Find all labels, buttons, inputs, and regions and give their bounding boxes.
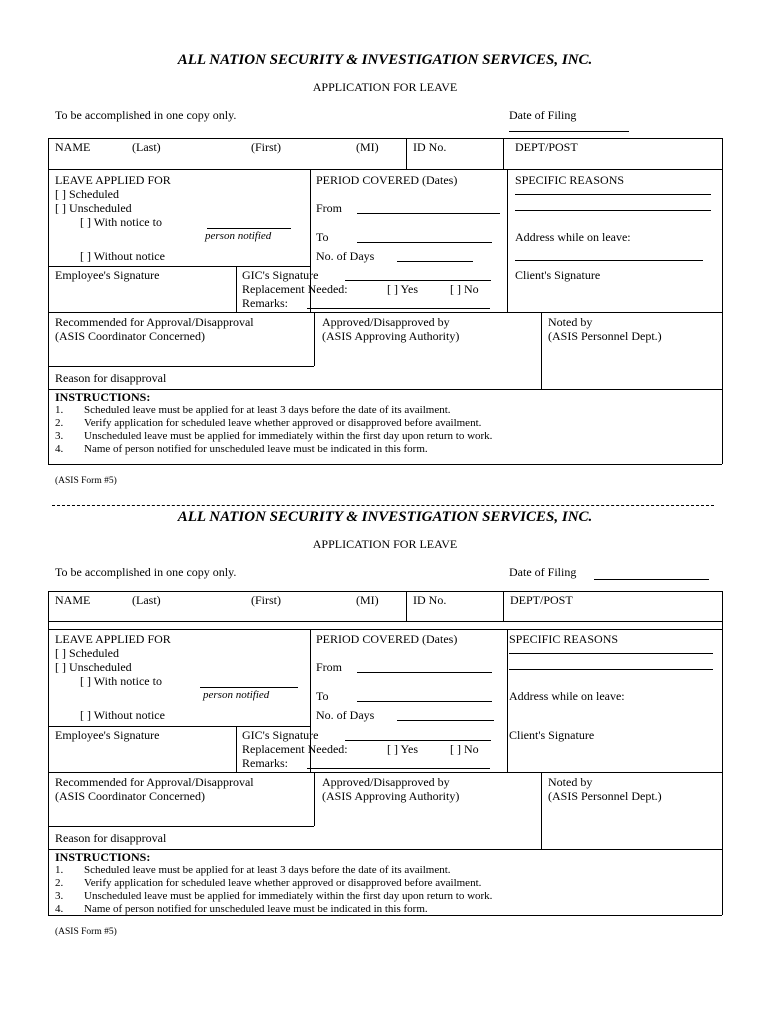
- person-notified-caption: person notified: [205, 230, 272, 242]
- remarks-line[interactable]: [307, 768, 490, 769]
- client-signature-label: Client's Signature: [509, 728, 595, 742]
- id-label: ID No.: [413, 593, 447, 607]
- first-label: (First): [251, 593, 281, 607]
- gic-signature-label: GIC's Signature: [242, 268, 319, 282]
- replacement-needed-label: Replacement Needed:: [242, 742, 348, 756]
- scheduled-checkbox[interactable]: [ ] Scheduled: [55, 187, 119, 201]
- employee-signature-label: Employee's Signature: [55, 728, 160, 742]
- name-label: NAME: [55, 140, 91, 154]
- person-notified-line[interactable]: [200, 687, 298, 688]
- mi-label: (MI): [356, 140, 379, 154]
- date-of-filing-label: Date of Filing: [509, 565, 577, 579]
- row-divider: [48, 621, 722, 622]
- no-of-days-label: No. of Days: [316, 708, 375, 722]
- form-number: (ASIS Form #5): [55, 476, 117, 486]
- replacement-yes-checkbox[interactable]: [ ] Yes: [387, 742, 419, 756]
- instruction-item: Verify application for scheduled leave whether approved or disapproved before availment.: [84, 417, 482, 429]
- instructions-title: INSTRUCTIONS:: [55, 390, 151, 404]
- to-label: To: [316, 689, 329, 703]
- instruction-number: 2.: [55, 417, 64, 429]
- replacement-needed-label: Replacement Needed:: [242, 282, 348, 296]
- replacement-no-checkbox[interactable]: [ ] No: [450, 282, 479, 296]
- approved-label: Approved/Disapproved by: [322, 775, 450, 789]
- without-notice-checkbox[interactable]: [ ] Without notice: [80, 249, 165, 263]
- col-divider: [507, 629, 508, 772]
- instruction-item: Unscheduled leave must be applied for immediately within the first day upon return to work.: [84, 430, 493, 442]
- instruction-number: 3.: [55, 430, 64, 442]
- recommended-sub: (ASIS Coordinator Concerned): [55, 789, 205, 803]
- with-notice-checkbox[interactable]: [ ] With notice to: [80, 674, 162, 688]
- dept-label: DEPT/POST: [515, 140, 578, 154]
- no-of-days-line[interactable]: [397, 720, 494, 721]
- copy-note: To be accomplished in one copy only.: [55, 108, 237, 122]
- from-date-line[interactable]: [357, 672, 492, 673]
- person-notified-caption: person notified: [203, 689, 270, 701]
- client-signature-label: Client's Signature: [515, 268, 601, 282]
- id-label: ID No.: [413, 140, 447, 154]
- no-of-days-label: No. of Days: [316, 249, 375, 263]
- last-label: (Last): [132, 593, 161, 607]
- date-of-filing-label: Date of Filing: [509, 108, 577, 122]
- instructions-title: INSTRUCTIONS:: [55, 850, 151, 864]
- col-divider: [503, 591, 504, 621]
- form-border-right: [722, 591, 723, 915]
- row-divider: [48, 726, 310, 727]
- specific-reasons-label: SPECIFIC REASONS: [515, 173, 625, 187]
- noted-sub: (ASIS Personnel Dept.): [548, 329, 662, 343]
- name-label: NAME: [55, 593, 91, 607]
- col-divider: [541, 772, 542, 849]
- row-divider: [48, 826, 314, 827]
- instruction-item: Scheduled leave must be applied for at least 3 days before the date of its availment.: [84, 864, 451, 876]
- instruction-item: Verify application for scheduled leave whether approved or disapproved before availment.: [84, 877, 482, 889]
- noted-sub: (ASIS Personnel Dept.): [548, 789, 662, 803]
- approved-label: Approved/Disapproved by: [322, 315, 450, 329]
- instruction-number: 1.: [55, 404, 64, 416]
- recommended-label: Recommended for Approval/Disapproval: [55, 775, 254, 789]
- form-number: (ASIS Form #5): [55, 927, 117, 937]
- to-date-line[interactable]: [357, 701, 492, 702]
- scheduled-checkbox[interactable]: [ ] Scheduled: [55, 646, 119, 660]
- instruction-item: Name of person notified for unscheduled leave must be indicated in this form.: [84, 443, 428, 455]
- reason-disapproval-label: Reason for disapproval: [55, 371, 167, 385]
- gic-signature-label: GIC's Signature: [242, 728, 319, 742]
- instruction-item: Unscheduled leave must be applied for immediately within the first day upon return to work.: [84, 890, 493, 902]
- instruction-number: 1.: [55, 864, 64, 876]
- company-title: ALL NATION SECURITY & INVESTIGATION SERVICES, INC.: [177, 52, 593, 68]
- row-divider: [48, 772, 722, 773]
- instruction-number: 3.: [55, 890, 64, 902]
- reason-disapproval-label: Reason for disapproval: [55, 831, 167, 845]
- gic-signature-line[interactable]: [345, 740, 491, 741]
- approved-sub: (ASIS Approving Authority): [322, 789, 460, 803]
- specific-reasons-line-2[interactable]: [509, 669, 713, 670]
- unscheduled-checkbox[interactable]: [ ] Unscheduled: [55, 660, 132, 674]
- to-label: To: [316, 230, 329, 244]
- replacement-no-checkbox[interactable]: [ ] No: [450, 742, 479, 756]
- copy-note: To be accomplished in one copy only.: [55, 565, 237, 579]
- form-title: APPLICATION FOR LEAVE: [312, 80, 458, 94]
- date-of-filing-line[interactable]: [594, 579, 709, 580]
- first-label: (First): [251, 140, 281, 154]
- instruction-item: Scheduled leave must be applied for at least 3 days before the date of its availment.: [84, 404, 451, 416]
- noted-label: Noted by: [548, 315, 593, 329]
- approved-sub: (ASIS Approving Authority): [322, 329, 460, 343]
- mi-label: (MI): [356, 593, 379, 607]
- leave-applied-for-label: LEAVE APPLIED FOR: [55, 632, 171, 646]
- dept-label: DEPT/POST: [510, 593, 573, 607]
- recommended-sub: (ASIS Coordinator Concerned): [55, 329, 205, 343]
- instruction-number: 2.: [55, 877, 64, 889]
- specific-reasons-line-1[interactable]: [509, 653, 713, 654]
- period-covered-label: PERIOD COVERED (Dates): [316, 632, 458, 646]
- address-on-leave-label: Address while on leave:: [515, 230, 631, 244]
- period-covered-label: PERIOD COVERED (Dates): [316, 173, 458, 187]
- col-divider: [236, 726, 237, 772]
- recommended-label: Recommended for Approval/Disapproval: [55, 315, 254, 329]
- address-on-leave-label: Address while on leave:: [509, 689, 625, 703]
- leave-applied-for-label: LEAVE APPLIED FOR: [55, 173, 171, 187]
- form-title: APPLICATION FOR LEAVE: [312, 537, 458, 551]
- instruction-number: 4.: [55, 443, 64, 455]
- last-label: (Last): [132, 140, 161, 154]
- col-divider: [406, 591, 407, 621]
- form-border-left: [48, 591, 49, 915]
- form-border-top: [48, 591, 722, 592]
- row-divider: [48, 629, 722, 630]
- from-label: From: [316, 660, 343, 674]
- from-label: From: [316, 201, 343, 215]
- employee-signature-label: Employee's Signature: [55, 268, 160, 282]
- company-title: ALL NATION SECURITY & INVESTIGATION SERVICES, INC.: [177, 509, 593, 525]
- with-notice-checkbox[interactable]: [ ] With notice to: [80, 215, 162, 229]
- instruction-number: 4.: [55, 903, 64, 915]
- remarks-label: Remarks:: [242, 756, 288, 770]
- remarks-label: Remarks:: [242, 296, 288, 310]
- specific-reasons-label: SPECIFIC REASONS: [509, 632, 619, 646]
- col-divider: [314, 772, 315, 826]
- replacement-yes-checkbox[interactable]: [ ] Yes: [387, 282, 419, 296]
- unscheduled-checkbox[interactable]: [ ] Unscheduled: [55, 201, 132, 215]
- noted-label: Noted by: [548, 775, 593, 789]
- without-notice-checkbox[interactable]: [ ] Without notice: [80, 708, 165, 722]
- instruction-item: Name of person notified for unscheduled leave must be indicated in this form.: [84, 903, 428, 915]
